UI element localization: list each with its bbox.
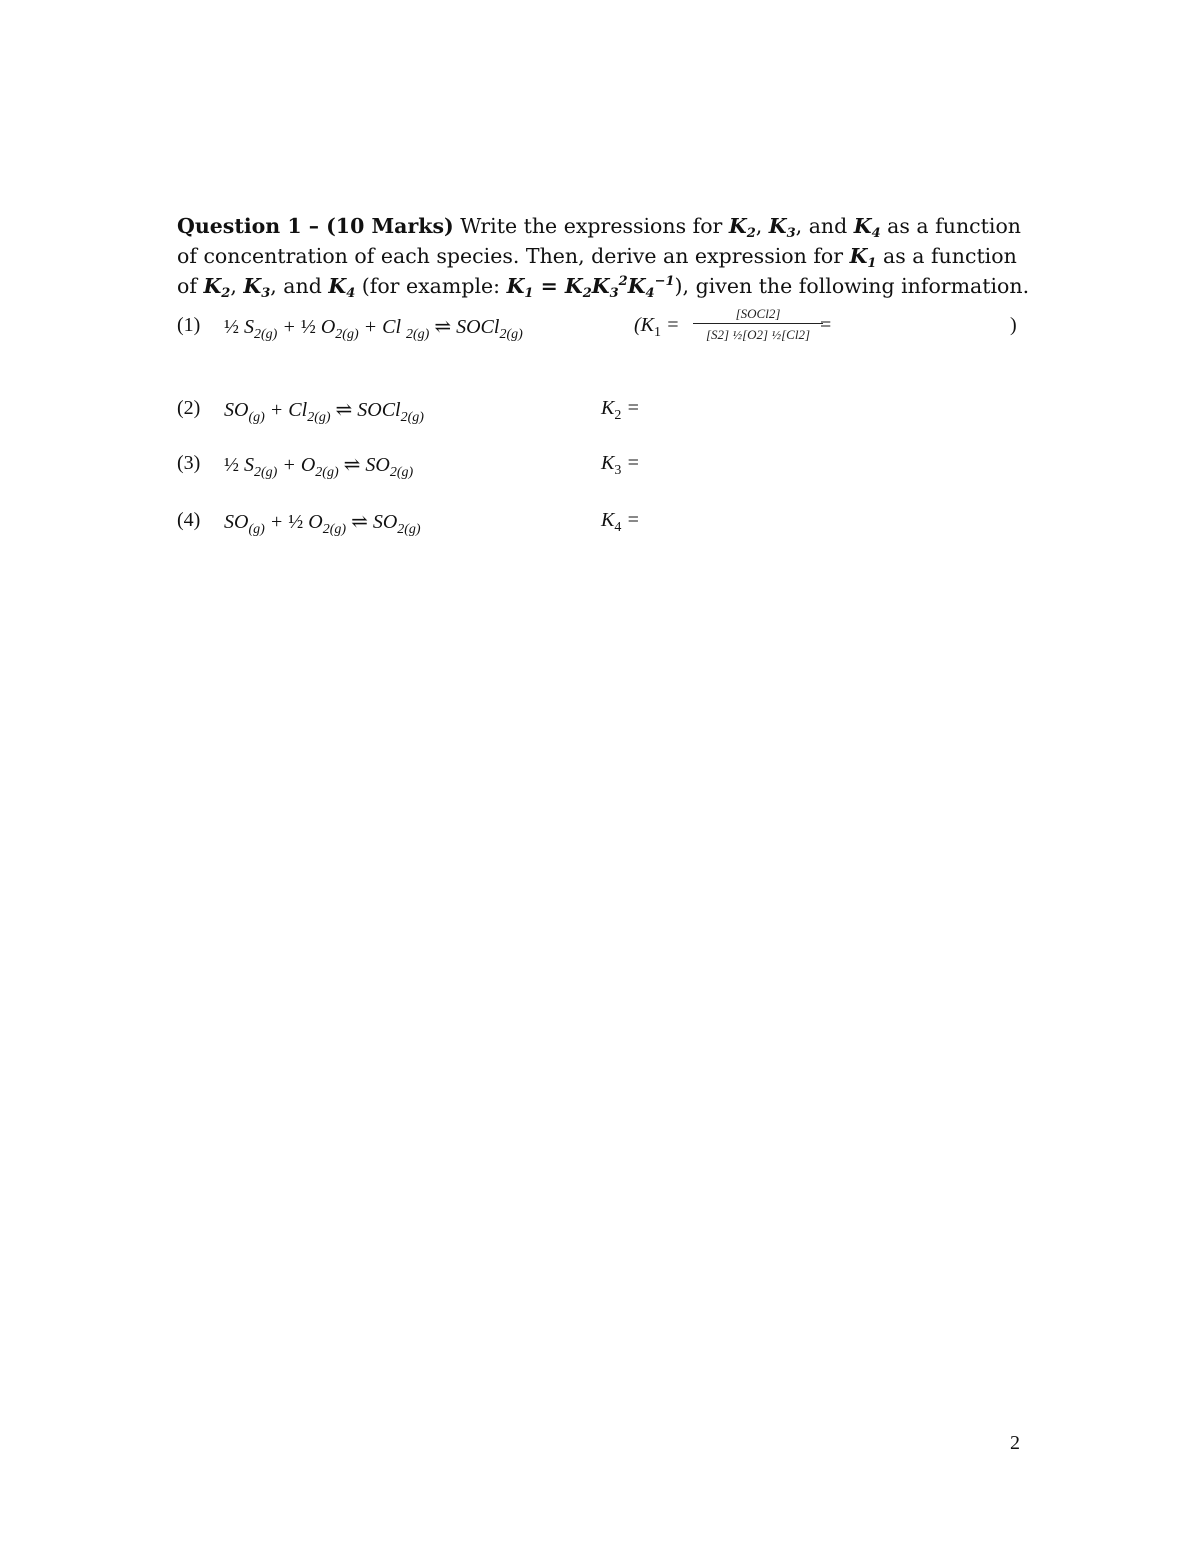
question-text: Question 1 – (10 Marks) Write the expressions for $K_2$, $K_3$, and $K_4$ as a function of concentration of each species. Then, derive an expression for $K_1$ as a function of $K_2$, $K_3$, and $K_4$ (for example: $K_1 = K_2K_3^2K_4^{-1}$), given the following information. <box>177 214 1030 301</box>
k1-fraction <box>693 306 823 343</box>
k3-label: $K_3$ = <box>601 452 640 478</box>
k2-symbol: $K_2$ <box>728 214 756 241</box>
reaction-number: (4) <box>177 509 201 531</box>
question-heading: Question 1 – (10 Marks) <box>177 214 454 238</box>
page-number: 2 <box>1010 1432 1020 1454</box>
reaction-equation: $SO_{(g)} + Cl_{2(g)}$ ⇌ SOCl$_{2(g)}$ <box>224 399 424 425</box>
reaction-equation: ½ $S_{2(g)}$ + ½ $O_{2(g)} + Cl$ $_{2(g)}$ ⇌ SOCl$_{2(g)}$ <box>224 316 523 342</box>
k1-equals: = <box>820 314 832 336</box>
reaction-equation: ½ $S_{2(g)} + O_{2(g)}$ ⇌ $SO_{2(g)}$ <box>224 454 414 480</box>
reaction-equation: $SO_{(g)}$ + ½ $O_{2(g)}$ ⇌ $SO_{2(g)}$ <box>224 511 421 537</box>
reaction-number: (2) <box>177 397 201 419</box>
k2-label: $K_2$ = <box>601 397 640 423</box>
k1-denominator: [S2] ½[O2] ½[Cl2] <box>705 327 811 342</box>
reaction-number: (1) <box>177 314 201 336</box>
example-expression: $K_1 = K_2K_3^2K_4^{-1}$ <box>506 274 675 301</box>
k4-symbol: $K_4$ <box>853 214 881 241</box>
k1-numerator: [SOCl2] <box>735 306 781 321</box>
reaction-number: (3) <box>177 452 201 474</box>
k4-label: $K_4$ = <box>601 509 640 535</box>
k1-label: ($K_1$ = <box>634 314 680 340</box>
k3-symbol: $K_3$ <box>768 214 796 241</box>
fraction-bar <box>693 323 823 324</box>
k1-symbol: $K_1$ <box>849 244 877 271</box>
k1-close-paren: ) <box>1010 314 1017 336</box>
